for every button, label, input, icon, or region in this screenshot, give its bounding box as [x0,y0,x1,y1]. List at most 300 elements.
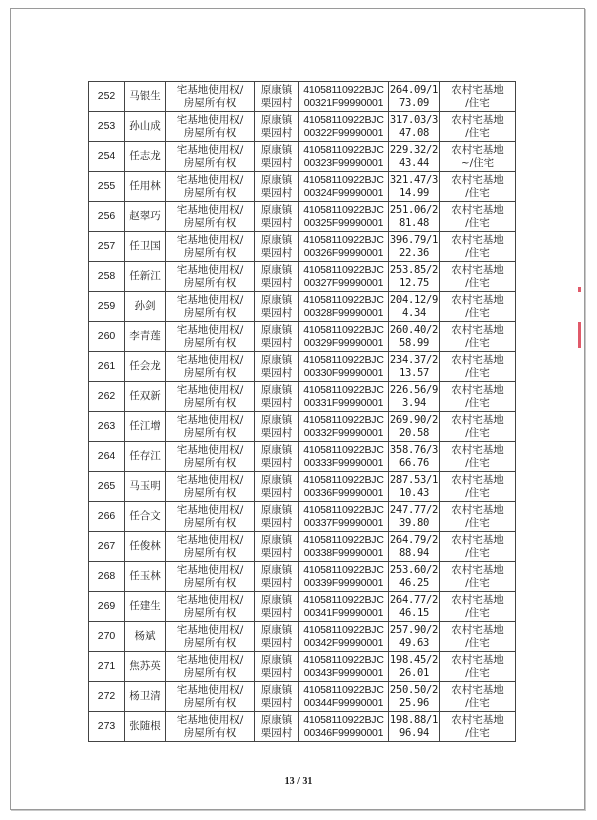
table-row [89,682,516,712]
table-row [89,202,516,232]
area-line: 229.32/2 [389,143,439,156]
land-use-line: /住宅 [465,336,490,349]
right-type-cell [166,652,255,682]
location-line: 原康镇 [260,173,293,186]
right-type-line: 宅基地使用权/ [176,563,244,576]
location-cell [255,352,299,382]
record-number-cell: 255 [89,172,125,202]
area-line: 3.94 [401,396,427,409]
location-line: 栗园村 [260,336,293,349]
right-type-line: 房屋所有权 [183,606,237,619]
right-type-line: 房屋所有权 [183,546,237,559]
location-cell [255,202,299,232]
record-number-cell: 263 [89,412,125,442]
location-line: 栗园村 [260,96,293,109]
unit-code-cell [299,292,389,322]
location-line: 原康镇 [260,293,293,306]
unit-code-cell [299,442,389,472]
location-line: 栗园村 [260,366,293,379]
record-number-cell: 270 [89,622,125,652]
right-type-line: 宅基地使用权/ [176,173,244,186]
record-number-cell: 261 [89,352,125,382]
land-use-cell [440,592,516,622]
area-cell [389,652,440,682]
record-number-cell: 253 [89,112,125,142]
right-type-line: 房屋所有权 [183,426,237,439]
right-type-cell [166,532,255,562]
unit-code-line: 41058110922BJC [303,233,384,246]
unit-code-line: 00323F99990001 [303,156,384,169]
unit-code-cell [299,712,389,742]
location-cell [255,82,299,112]
land-use-cell [440,232,516,262]
location-line: 栗园村 [260,456,293,469]
land-use-line: /住宅 [465,726,490,739]
land-use-line: /住宅 [465,636,490,649]
location-cell [255,262,299,292]
area-cell [389,292,440,322]
unit-code-line: 00328F99990001 [303,306,384,319]
location-line: 栗园村 [260,276,293,289]
right-type-line: 宅基地使用权/ [176,503,244,516]
right-type-line: 宅基地使用权/ [176,623,244,636]
holder-name-cell: 任双新 [125,382,166,412]
unit-code-cell [299,112,389,142]
right-type-line: 宅基地使用权/ [176,233,244,246]
location-line: 原康镇 [260,503,293,516]
unit-code-cell [299,592,389,622]
record-number-cell: 267 [89,532,125,562]
land-use-cell [440,172,516,202]
land-use-line: 农村宅基地 [451,113,504,126]
area-cell [389,262,440,292]
unit-code-line: 41058110922BJC [303,83,384,96]
right-type-line: 房屋所有权 [183,306,237,319]
holder-name-cell: 任合文 [125,502,166,532]
area-line: 26.01 [398,666,430,679]
area-cell [389,202,440,232]
location-cell [255,442,299,472]
area-line: 321.47/3 [389,173,439,186]
right-type-line: 房屋所有权 [183,156,237,169]
record-number-cell: 273 [89,712,125,742]
right-type-line: 房屋所有权 [183,696,237,709]
holder-name-cell: 任存江 [125,442,166,472]
right-type-line: 房屋所有权 [183,366,237,379]
area-line: 4.34 [401,306,427,319]
unit-code-line: 00333F99990001 [303,456,384,469]
unit-code-line: 41058110922BJC [303,263,384,276]
table-row [89,142,516,172]
right-type-cell [166,82,255,112]
record-number-cell: 268 [89,562,125,592]
unit-code-line: 41058110922BJC [303,473,384,486]
holder-name-cell: 张随根 [125,712,166,742]
unit-code-cell [299,502,389,532]
unit-code-cell [299,652,389,682]
area-cell [389,502,440,532]
location-cell [255,652,299,682]
record-number-cell: 252 [89,82,125,112]
location-line: 栗园村 [260,546,293,559]
right-type-line: 房屋所有权 [183,96,237,109]
right-type-line: 房屋所有权 [183,186,237,199]
holder-name-cell: 焦苏英 [125,652,166,682]
page-number: 13 / 31 [284,776,313,787]
unit-code-line: 00344F99990001 [303,696,384,709]
land-use-line: 农村宅基地 [451,443,504,456]
land-use-line: 农村宅基地 [451,563,504,576]
right-type-line: 房屋所有权 [183,636,237,649]
holder-name-cell: 马银生 [125,82,166,112]
unit-code-line: 41058110922BJC [303,533,384,546]
land-use-cell [440,712,516,742]
unit-code-line: 00324F99990001 [303,186,384,199]
land-use-line: 农村宅基地 [451,143,504,156]
unit-code-line: 41058110922BJC [303,293,384,306]
area-line: 14.99 [398,186,430,199]
location-cell [255,322,299,352]
unit-code-line: 00342F99990001 [303,636,384,649]
unit-code-cell [299,352,389,382]
land-use-cell [440,82,516,112]
area-line: 66.76 [398,456,430,469]
land-use-line: 农村宅基地 [451,503,504,516]
area-line: 234.37/2 [389,353,439,366]
unit-code-line: 41058110922BJC [303,653,384,666]
unit-code-cell [299,532,389,562]
right-type-line: 宅基地使用权/ [176,263,244,276]
unit-code-line: 00327F99990001 [303,276,384,289]
right-type-line: 房屋所有权 [183,516,237,529]
land-use-line: 农村宅基地 [451,473,504,486]
right-type-cell [166,562,255,592]
land-use-line: 农村宅基地 [451,653,504,666]
unit-code-cell [299,172,389,202]
land-use-cell [440,142,516,172]
unit-code-line: 41058110922BJC [303,203,384,216]
right-type-cell [166,202,255,232]
land-use-cell [440,202,516,232]
land-use-line: 农村宅基地 [451,713,504,726]
location-line: 栗园村 [260,126,293,139]
holder-name-cell: 任新江 [125,262,166,292]
land-use-cell [440,472,516,502]
unit-code-line: 00325F99990001 [303,216,384,229]
land-use-cell [440,382,516,412]
area-line: 264.79/2 [389,533,439,546]
area-cell [389,472,440,502]
unit-code-line: 41058110922BJC [303,113,384,126]
land-use-line: 农村宅基地 [451,353,504,366]
record-number-cell: 265 [89,472,125,502]
area-line: 81.48 [398,216,430,229]
right-type-cell [166,262,255,292]
area-line: 257.90/2 [389,623,439,636]
location-cell [255,142,299,172]
land-use-cell [440,682,516,712]
right-type-line: 宅基地使用权/ [176,713,244,726]
land-use-cell [440,262,516,292]
area-line: 39.80 [398,516,430,529]
land-use-line: /住宅 [465,396,490,409]
land-use-cell [440,112,516,142]
right-type-line: 宅基地使用权/ [176,683,244,696]
land-use-cell [440,652,516,682]
area-line: 96.94 [398,726,430,739]
area-cell [389,172,440,202]
unit-code-line: 41058110922BJC [303,353,384,366]
land-use-line: ~/住宅 [460,156,495,169]
unit-code-cell [299,82,389,112]
holder-name-cell: 任建生 [125,592,166,622]
table-row [89,592,516,622]
right-type-line: 宅基地使用权/ [176,293,244,306]
table-row [89,502,516,532]
record-number-cell: 271 [89,652,125,682]
table-row [89,352,516,382]
right-type-cell [166,442,255,472]
land-use-line: /住宅 [465,216,490,229]
record-number-cell: 262 [89,382,125,412]
unit-code-line: 41058110922BJC [303,143,384,156]
holder-name-cell: 赵翠巧 [125,202,166,232]
land-use-line: 农村宅基地 [451,323,504,336]
area-line: 247.77/2 [389,503,439,516]
right-type-line: 房屋所有权 [183,456,237,469]
table-row [89,412,516,442]
unit-code-line: 41058110922BJC [303,413,384,426]
right-type-line: 房屋所有权 [183,216,237,229]
area-line: 12.75 [398,276,430,289]
area-line: 46.15 [398,606,430,619]
location-line: 栗园村 [260,636,293,649]
right-type-cell [166,682,255,712]
table-row [89,322,516,352]
land-use-line: /住宅 [465,366,490,379]
location-cell [255,292,299,322]
table-row [89,82,516,112]
area-cell [389,82,440,112]
location-line: 原康镇 [260,593,293,606]
land-use-line: /住宅 [465,516,490,529]
records-table-body [89,82,516,742]
land-use-line: /住宅 [465,426,490,439]
location-line: 原康镇 [260,263,293,276]
unit-code-cell [299,142,389,172]
location-line: 栗园村 [260,666,293,679]
right-type-line: 房屋所有权 [183,276,237,289]
right-type-cell [166,412,255,442]
location-cell [255,172,299,202]
land-use-line: 农村宅基地 [451,623,504,636]
location-line: 原康镇 [260,623,293,636]
area-line: 88.94 [398,546,430,559]
right-type-line: 宅基地使用权/ [176,203,244,216]
table-row [89,622,516,652]
right-type-line: 房屋所有权 [183,336,237,349]
records-table [88,81,516,742]
area-line: 46.25 [398,576,430,589]
right-type-cell [166,712,255,742]
land-use-cell [440,352,516,382]
right-type-line: 房屋所有权 [183,396,237,409]
right-type-cell [166,142,255,172]
right-type-cell [166,502,255,532]
area-cell [389,322,440,352]
location-cell [255,502,299,532]
area-line: 287.53/1 [389,473,439,486]
table-row [89,472,516,502]
unit-code-line: 00322F99990001 [303,126,384,139]
location-cell [255,232,299,262]
location-line: 原康镇 [260,443,293,456]
area-cell [389,622,440,652]
area-line: 198.45/2 [389,653,439,666]
location-line: 栗园村 [260,606,293,619]
land-use-line: 农村宅基地 [451,203,504,216]
area-line: 10.43 [398,486,430,499]
table-row [89,442,516,472]
record-number-cell: 272 [89,682,125,712]
area-line: 253.60/2 [389,563,439,576]
area-line: 251.06/2 [389,203,439,216]
right-type-line: 宅基地使用权/ [176,143,244,156]
location-line: 原康镇 [260,203,293,216]
holder-name-cell: 李青莲 [125,322,166,352]
holder-name-cell: 任卫国 [125,232,166,262]
land-use-line: 农村宅基地 [451,233,504,246]
area-line: 198.88/1 [389,713,439,726]
land-use-line: 农村宅基地 [451,383,504,396]
location-cell [255,622,299,652]
area-line: 260.40/2 [389,323,439,336]
land-use-line: /住宅 [465,486,490,499]
location-cell [255,382,299,412]
unit-code-line: 41058110922BJC [303,443,384,456]
holder-name-cell: 任会龙 [125,352,166,382]
land-use-line: /住宅 [465,246,490,259]
record-number-cell: 258 [89,262,125,292]
unit-code-line: 41058110922BJC [303,683,384,696]
location-line: 原康镇 [260,233,293,246]
land-use-cell [440,532,516,562]
land-use-line: 农村宅基地 [451,263,504,276]
area-line: 358.76/3 [389,443,439,456]
table-row [89,382,516,412]
location-cell [255,712,299,742]
land-use-line: 农村宅基地 [451,593,504,606]
holder-name-cell: 马玉明 [125,472,166,502]
unit-code-line: 00326F99990001 [303,246,384,259]
location-cell [255,592,299,622]
land-use-line: 农村宅基地 [451,413,504,426]
record-number-cell: 254 [89,142,125,172]
area-line: 20.58 [398,426,430,439]
table-row [89,112,516,142]
location-line: 原康镇 [260,473,293,486]
unit-code-line: 00329F99990001 [303,336,384,349]
location-line: 原康镇 [260,143,293,156]
land-use-line: /住宅 [465,126,490,139]
area-line: 49.63 [398,636,430,649]
land-use-cell [440,292,516,322]
land-use-line: /住宅 [465,546,490,559]
location-line: 栗园村 [260,306,293,319]
holder-name-cell: 任用林 [125,172,166,202]
location-cell [255,112,299,142]
area-line: 73.09 [398,96,430,109]
land-use-line: /住宅 [465,576,490,589]
right-type-cell [166,592,255,622]
land-use-line: /住宅 [465,666,490,679]
location-line: 栗园村 [260,156,293,169]
unit-code-line: 00343F99990001 [303,666,384,679]
location-cell [255,562,299,592]
location-line: 栗园村 [260,516,293,529]
area-cell [389,352,440,382]
area-cell [389,412,440,442]
right-type-line: 宅基地使用权/ [176,473,244,486]
right-type-line: 房屋所有权 [183,126,237,139]
area-cell [389,592,440,622]
area-cell [389,382,440,412]
unit-code-line: 00341F99990001 [303,606,384,619]
unit-code-cell [299,412,389,442]
right-type-line: 宅基地使用权/ [176,323,244,336]
area-line: 13.57 [398,366,430,379]
holder-name-cell: 任俊林 [125,532,166,562]
area-line: 204.12/9 [389,293,439,306]
unit-code-line: 00330F99990001 [303,366,384,379]
location-cell [255,472,299,502]
area-line: 58.99 [398,336,430,349]
location-line: 原康镇 [260,533,293,546]
holder-name-cell: 杨卫清 [125,682,166,712]
location-line: 原康镇 [260,113,293,126]
land-use-line: /住宅 [465,456,490,469]
location-line: 栗园村 [260,726,293,739]
location-cell [255,682,299,712]
unit-code-cell [299,682,389,712]
land-use-cell [440,562,516,592]
area-line: 22.36 [398,246,430,259]
unit-code-line: 00339F99990001 [303,576,384,589]
land-use-line: /住宅 [465,186,490,199]
table-row [89,532,516,562]
right-type-line: 宅基地使用权/ [176,413,244,426]
record-number-cell: 269 [89,592,125,622]
unit-code-cell [299,562,389,592]
land-use-line: /住宅 [465,696,490,709]
right-type-line: 宅基地使用权/ [176,113,244,126]
area-cell [389,682,440,712]
land-use-line: 农村宅基地 [451,83,504,96]
right-type-cell [166,112,255,142]
location-line: 原康镇 [260,563,293,576]
land-use-line: /住宅 [465,96,490,109]
right-type-line: 宅基地使用权/ [176,83,244,96]
unit-code-cell [299,262,389,292]
area-line: 269.90/2 [389,413,439,426]
location-line: 栗园村 [260,246,293,259]
area-line: 47.08 [398,126,430,139]
area-cell [389,232,440,262]
holder-name-cell: 孙山成 [125,112,166,142]
location-line: 原康镇 [260,353,293,366]
record-number-cell: 257 [89,232,125,262]
right-type-line: 宅基地使用权/ [176,653,244,666]
